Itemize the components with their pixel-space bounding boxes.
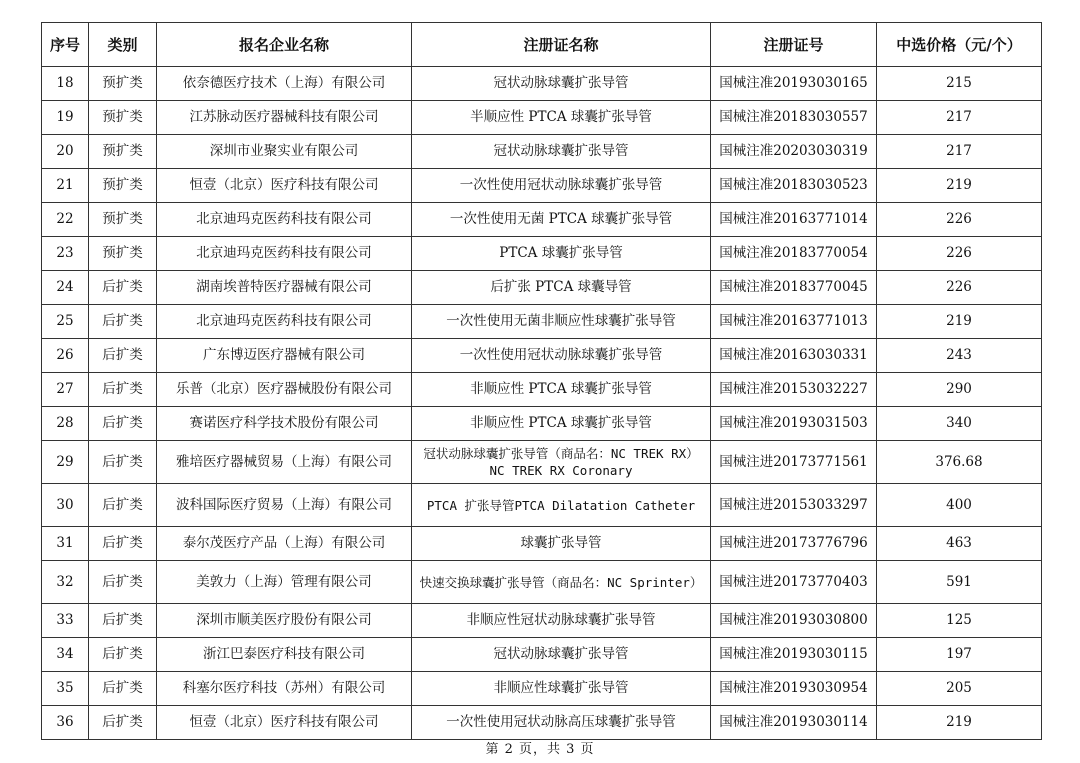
cell-price: 400	[877, 484, 1042, 527]
cell-registration: 国械注进20173776796	[711, 527, 877, 561]
header-registration: 注册证号	[711, 23, 877, 67]
cell-company: 泰尔茂医疗产品（上海）有限公司	[157, 527, 412, 561]
cell-price: 125	[877, 604, 1042, 638]
cell-index: 34	[42, 638, 89, 672]
cell-price: 217	[877, 135, 1042, 169]
cell-registration: 国械注准20193030115	[711, 638, 877, 672]
cell-registration: 国械注准20193030800	[711, 604, 877, 638]
cell-product: 非顺应性球囊扩张导管	[412, 672, 711, 706]
cell-category: 预扩类	[89, 169, 157, 203]
cell-registration: 国械注准20193030954	[711, 672, 877, 706]
page-footer: 第 2 页，共 3 页	[485, 742, 595, 757]
cell-price: 340	[877, 407, 1042, 441]
cell-product: 冠状动脉球囊扩张导管	[412, 67, 711, 101]
cell-price: 591	[877, 561, 1042, 604]
cell-category: 预扩类	[89, 237, 157, 271]
cell-index: 33	[42, 604, 89, 638]
cell-registration: 国械注准20193030114	[711, 706, 877, 740]
cell-index: 20	[42, 135, 89, 169]
header-index: 序号	[42, 23, 89, 67]
table-row	[42, 441, 1042, 484]
cell-company: 北京迪玛克医药科技有限公司	[157, 237, 412, 271]
cell-company: 依奈德医疗技术（上海）有限公司	[157, 67, 412, 101]
cell-company: 浙江巴泰医疗科技有限公司	[157, 638, 412, 672]
cell-product: 冠状动脉球囊扩张导管	[412, 638, 711, 672]
cell-company: 波科国际医疗贸易（上海）有限公司	[157, 484, 412, 527]
table-header-row	[42, 23, 1042, 67]
cell-product: 一次性使用无菌非顺应性球囊扩张导管	[412, 305, 711, 339]
table-row	[42, 484, 1042, 527]
table-row	[42, 407, 1042, 441]
cell-price: 219	[877, 706, 1042, 740]
cell-index: 29	[42, 441, 89, 484]
table-row	[42, 339, 1042, 373]
cell-price: 376.68	[877, 441, 1042, 484]
cell-category: 后扩类	[89, 706, 157, 740]
table-row	[42, 561, 1042, 604]
cell-index: 27	[42, 373, 89, 407]
cell-index: 25	[42, 305, 89, 339]
cell-category: 后扩类	[89, 407, 157, 441]
cell-company: 雅培医疗器械贸易（上海）有限公司	[157, 441, 412, 484]
cell-registration: 国械注准20183030557	[711, 101, 877, 135]
cell-company: 美敦力（上海）管理有限公司	[157, 561, 412, 604]
cell-category: 后扩类	[89, 373, 157, 407]
cell-index: 32	[42, 561, 89, 604]
table-row	[42, 527, 1042, 561]
cell-index: 19	[42, 101, 89, 135]
cell-registration: 国械注准20153032227	[711, 373, 877, 407]
cell-price: 463	[877, 527, 1042, 561]
table-row	[42, 67, 1042, 101]
cell-category: 预扩类	[89, 135, 157, 169]
table-row	[42, 169, 1042, 203]
cell-category: 后扩类	[89, 672, 157, 706]
cell-registration: 国械注准20163030331	[711, 339, 877, 373]
cell-registration: 国械注准20163771013	[711, 305, 877, 339]
cell-index: 31	[42, 527, 89, 561]
cell-price: 197	[877, 638, 1042, 672]
cell-index: 36	[42, 706, 89, 740]
cell-company: 江苏脉动医疗器械科技有限公司	[157, 101, 412, 135]
table-row	[42, 271, 1042, 305]
cell-price: 243	[877, 339, 1042, 373]
cell-category: 后扩类	[89, 339, 157, 373]
cell-company: 恒壹（北京）医疗科技有限公司	[157, 169, 412, 203]
cell-product: 非顺应性 PTCA 球囊扩张导管	[412, 407, 711, 441]
cell-product: 快速交换球囊扩张导管（商品名：NC Sprinter）	[412, 561, 711, 604]
cell-price: 205	[877, 672, 1042, 706]
cell-category: 预扩类	[89, 203, 157, 237]
cell-category: 后扩类	[89, 638, 157, 672]
table-row	[42, 638, 1042, 672]
cell-registration: 国械注准20183770054	[711, 237, 877, 271]
cell-product: 一次性使用无菌 PTCA 球囊扩张导管	[412, 203, 711, 237]
cell-index: 23	[42, 237, 89, 271]
price-table	[41, 22, 1042, 740]
cell-registration: 国械注进20173770403	[711, 561, 877, 604]
cell-registration: 国械注准20193031503	[711, 407, 877, 441]
cell-product: 一次性使用冠状动脉球囊扩张导管	[412, 169, 711, 203]
cell-index: 21	[42, 169, 89, 203]
cell-index: 30	[42, 484, 89, 527]
table-row	[42, 101, 1042, 135]
cell-category: 后扩类	[89, 484, 157, 527]
cell-category: 后扩类	[89, 604, 157, 638]
cell-company: 深圳市顺美医疗股份有限公司	[157, 604, 412, 638]
cell-company: 恒壹（北京）医疗科技有限公司	[157, 706, 412, 740]
cell-price: 219	[877, 169, 1042, 203]
cell-category: 后扩类	[89, 271, 157, 305]
cell-product: PTCA 扩张导管PTCA Dilatation Catheter	[412, 484, 711, 527]
cell-product: 半顺应性 PTCA 球囊扩张导管	[412, 101, 711, 135]
cell-company: 乐普（北京）医疗器械股份有限公司	[157, 373, 412, 407]
cell-price: 215	[877, 67, 1042, 101]
cell-price: 226	[877, 237, 1042, 271]
cell-registration: 国械注进20153033297	[711, 484, 877, 527]
cell-category: 预扩类	[89, 67, 157, 101]
cell-registration: 国械注准20183770045	[711, 271, 877, 305]
header-category: 类别	[89, 23, 157, 67]
cell-category: 后扩类	[89, 527, 157, 561]
cell-price: 290	[877, 373, 1042, 407]
cell-price: 219	[877, 305, 1042, 339]
cell-registration: 国械注进20173771561	[711, 441, 877, 484]
cell-product: 球囊扩张导管	[412, 527, 711, 561]
cell-price: 226	[877, 271, 1042, 305]
cell-price: 226	[877, 203, 1042, 237]
cell-company: 赛诺医疗科学技术股份有限公司	[157, 407, 412, 441]
cell-product: 冠状动脉球囊扩张导管（商品名：NC TREK RX） NC TREK RX Coronary	[412, 441, 711, 484]
cell-index: 26	[42, 339, 89, 373]
cell-product: 后扩张 PTCA 球囊导管	[412, 271, 711, 305]
cell-category: 后扩类	[89, 305, 157, 339]
cell-product: 一次性使用冠状动脉球囊扩张导管	[412, 339, 711, 373]
cell-registration: 国械注准20203030319	[711, 135, 877, 169]
table-row	[42, 203, 1042, 237]
cell-registration: 国械注准20193030165	[711, 67, 877, 101]
table-row	[42, 706, 1042, 740]
table-row	[42, 305, 1042, 339]
cell-product: 非顺应性 PTCA 球囊扩张导管	[412, 373, 711, 407]
cell-category: 后扩类	[89, 441, 157, 484]
cell-index: 28	[42, 407, 89, 441]
cell-product: PTCA 球囊扩张导管	[412, 237, 711, 271]
cell-index: 24	[42, 271, 89, 305]
cell-registration: 国械注准20163771014	[711, 203, 877, 237]
cell-index: 22	[42, 203, 89, 237]
cell-product: 一次性使用冠状动脉高压球囊扩张导管	[412, 706, 711, 740]
cell-company: 湖南埃普特医疗器械有限公司	[157, 271, 412, 305]
cell-index: 35	[42, 672, 89, 706]
cell-category: 后扩类	[89, 561, 157, 604]
table-row	[42, 672, 1042, 706]
cell-price: 217	[877, 101, 1042, 135]
header-company: 报名企业名称	[157, 23, 412, 67]
cell-index: 18	[42, 67, 89, 101]
cell-company: 北京迪玛克医药科技有限公司	[157, 305, 412, 339]
cell-product: 冠状动脉球囊扩张导管	[412, 135, 711, 169]
header-product: 注册证名称	[412, 23, 711, 67]
cell-category: 预扩类	[89, 101, 157, 135]
table-row	[42, 135, 1042, 169]
cell-company: 深圳市业聚实业有限公司	[157, 135, 412, 169]
cell-registration: 国械注准20183030523	[711, 169, 877, 203]
table-row	[42, 604, 1042, 638]
cell-company: 广东博迈医疗器械有限公司	[157, 339, 412, 373]
cell-company: 北京迪玛克医药科技有限公司	[157, 203, 412, 237]
cell-company: 科塞尔医疗科技（苏州）有限公司	[157, 672, 412, 706]
cell-product: 非顺应性冠状动脉球囊扩张导管	[412, 604, 711, 638]
table-row	[42, 373, 1042, 407]
table-row	[42, 237, 1042, 271]
header-price: 中选价格（元/个）	[877, 23, 1042, 67]
